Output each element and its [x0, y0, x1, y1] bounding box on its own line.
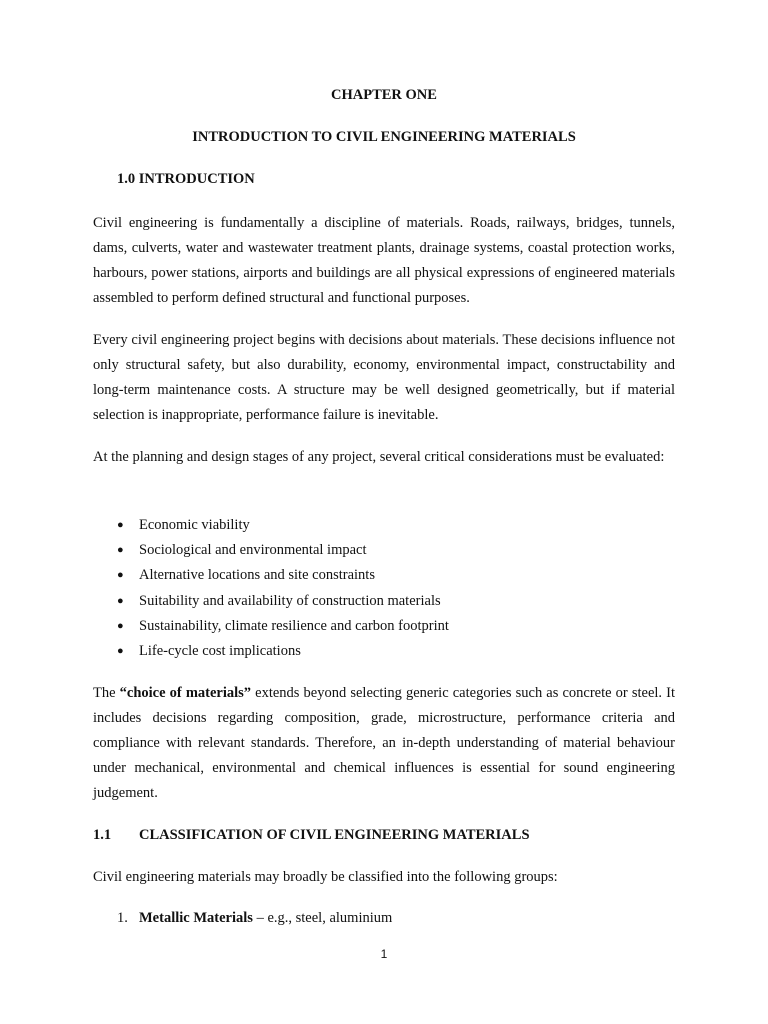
section-number: 1.1	[93, 827, 112, 843]
bullet-icon: ●	[117, 619, 124, 632]
section-title: CLASSIFICATION OF CIVIL ENGINEERING MATERIALS	[139, 827, 530, 843]
list-item	[93, 513, 449, 538]
classification-intro: Civil engineering materials may broadly be classified into the following groups:	[93, 869, 558, 885]
intro-paragraph-1: Civil engineering is fundamentally a discipline of materials. Roads, railways, bridges, tunnels, dams, culverts, water and wastewater treatment plants, drainage systems, coastal protection works, harbours, power stations, airports and buildings are all physical expressions of engineered materials assembled to perform defined structural and functional purposes.	[93, 215, 675, 306]
list-item-text: Sociological and environmental impact	[139, 542, 367, 559]
chapter-title: INTRODUCTION TO CIVIL ENGINEERING MATERIALS	[192, 129, 576, 145]
list-item	[93, 614, 449, 639]
bullet-icon: ●	[117, 594, 124, 607]
list-item	[139, 910, 392, 927]
section-heading-1-0: 1.0 INTRODUCTION	[117, 171, 255, 187]
bullet-icon: ●	[117, 644, 124, 657]
bullet-icon: ●	[117, 544, 124, 557]
list-item	[93, 589, 449, 614]
list-item	[93, 538, 449, 563]
list-item	[93, 639, 449, 664]
material-group-name: Metallic Materials	[139, 910, 253, 926]
choice-of-materials-term: “choice of materials”	[119, 685, 252, 701]
chapter-heading: CHAPTER ONE	[331, 87, 437, 103]
list-item-text: Life-cycle cost implications	[139, 642, 301, 659]
list-item-text: Sustainability, climate resilience and carbon footprint	[139, 617, 449, 634]
bullet-icon: ●	[117, 569, 124, 582]
list-item-text: Economic viability	[139, 517, 250, 533]
list-item-text: Alternative locations and site constraints	[139, 567, 375, 584]
intro-paragraph-2: Every civil engineering project begins with decisions about materials. These decisions influence not only structural safety, but also durability, economy, environmental impact, constructability and long-term maintenance costs. A structure may be well designed geometrically, but if material selection is inappropriate, performance failure is inevitable.	[93, 332, 675, 423]
material-group-examples: – e.g., steel, aluminium	[252, 910, 393, 926]
choice-of-materials-paragraph	[93, 681, 675, 806]
considerations-list	[93, 513, 449, 664]
list-number: 1.	[117, 910, 128, 926]
list-item-text: Suitability and availability of construction materials	[139, 592, 441, 609]
intro-paragraph-3: At the planning and design stages of any project, several critical considerations must be evaluated:	[93, 449, 665, 465]
paragraph-lead: The	[93, 685, 120, 701]
paragraph-rest: extends beyond selecting generic categories such as concrete or steel. It includes decisions regarding composition, grade, microstructure, performance criteria and compliance with relevant standards. Therefore, an in-depth understanding of material behaviour under mechanical, environmental and chemical influences is essential for sound engineering judgement.	[93, 685, 675, 801]
page-number: 1	[380, 947, 388, 961]
list-item	[93, 563, 449, 588]
bullet-icon: ●	[117, 519, 124, 531]
